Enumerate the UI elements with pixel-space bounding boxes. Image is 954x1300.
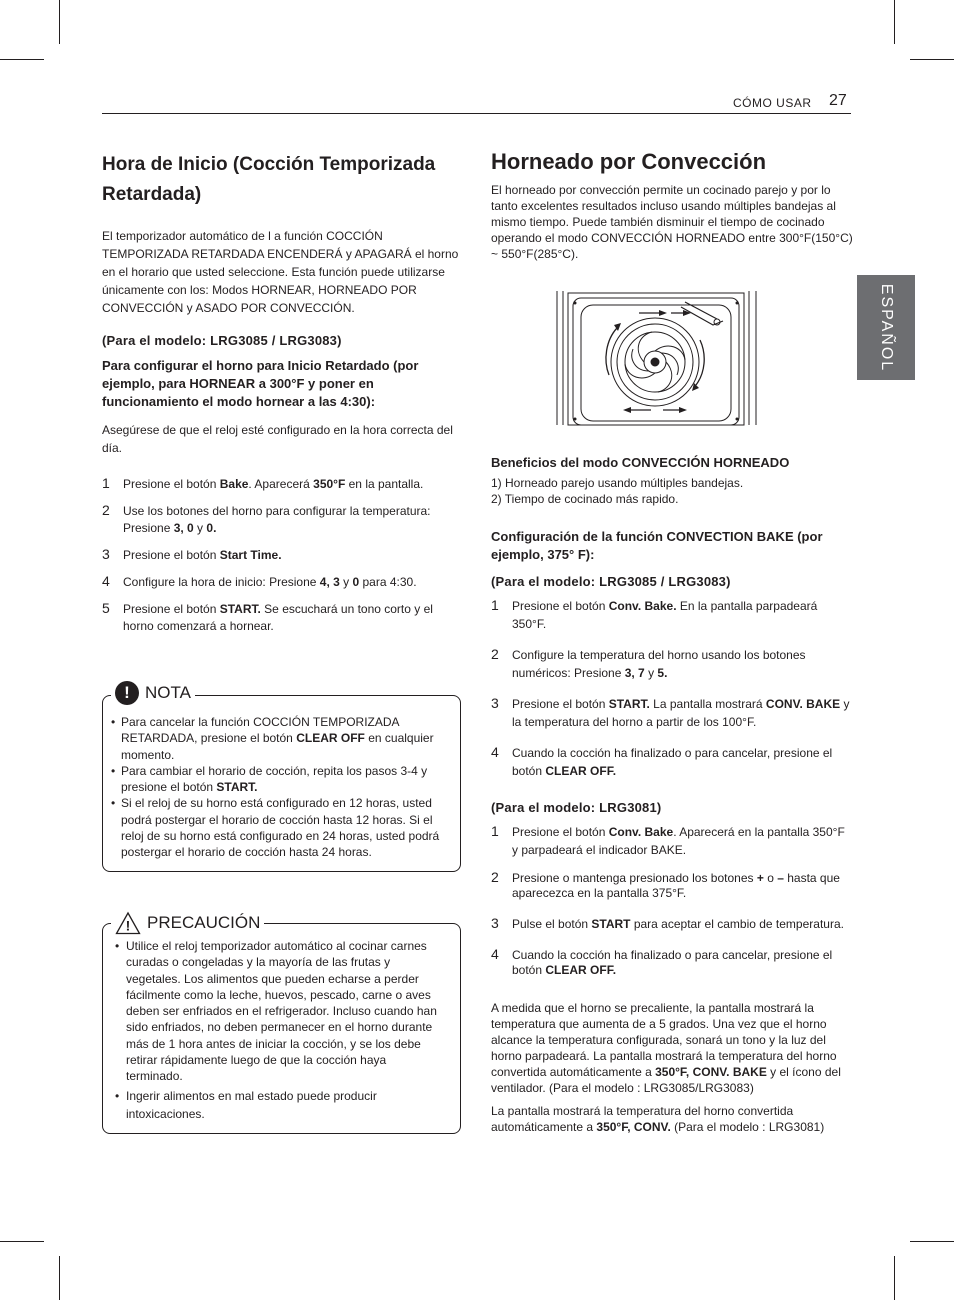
delayed-start-intro: El temporizador automático de l a función COCCIÓN TEMPORIZADA RETARDADA ENCENDERÁ y APAGARÁ el horno en el horario que usted seleccione. Esta función puede utilizarse únicamente con los: Modos HORNEAR, HORNEADO POR CONVECCIÓN y ASADO POR CONVECCIÓN.	[102, 229, 459, 315]
step-text: Presione o mantenga presionado los botones	[512, 871, 757, 885]
note-item: • Si el reloj de su horno está configurado en 12 horas, usted podrá postergar el horario de cocción hasta 12 horas. Si el reloj de su horno está configurado en 24 horas, usted podrá postergar el horario de cocción hasta 24 horas.	[111, 796, 440, 860]
step-text: para 4:30.	[359, 575, 417, 589]
step-text: y	[644, 666, 658, 680]
step-key: 3, 7	[624, 666, 645, 680]
setup-heading: Para configurar el horno para Inicio Retardado (por ejemplo, para HORNEAR a 300°F y poner en funcionamiento el modo hornear a las 4:30):	[102, 358, 419, 409]
step-key: 350°F	[313, 477, 346, 491]
caution-title-text: PRECAUCIÓN	[147, 913, 261, 932]
step-item	[102, 601, 462, 635]
step-key: START	[591, 917, 631, 931]
delayed-start-steps	[102, 476, 462, 635]
running-header-section: CÓMO USAR	[733, 96, 812, 110]
language-tab	[857, 275, 915, 380]
step-key: START.	[608, 697, 650, 711]
step-text: Configure la hora de inicio: Presione	[123, 575, 320, 589]
step-text: . Aparecerá	[248, 477, 314, 491]
model1-steps	[491, 597, 853, 780]
step-key: START.	[219, 602, 261, 616]
step-key: Bake	[219, 477, 249, 491]
step-item	[102, 503, 462, 537]
step-number: 3	[102, 546, 110, 562]
note-title-text: NOTA	[145, 683, 191, 702]
oven-illustration	[491, 285, 853, 430]
step-number: 1	[491, 823, 499, 839]
step-key: Conv. Bake	[608, 825, 674, 839]
benefit-item: 2) Tiempo de cocinado más rapido.	[491, 492, 679, 506]
conversion-paragraph	[491, 1103, 853, 1135]
crop-mark	[910, 1241, 954, 1242]
language-tab-label: ESPAÑOL	[878, 283, 895, 372]
benefits-heading: Beneficios del modo CONVECCIÓN HORNEADO	[491, 455, 790, 470]
step-number: 4	[102, 573, 110, 589]
caution-text: Utilice el reloj temporizador automático al cocinar carnes curadas o congeladas y la mayoría de las frutas y vegetales. Los alimentos que pueden echarse a perder fácilmente como la leche, huevos, pescado, carne o aves deben ser enfriados en el refrigerador. Incluso cuando han sido enfriados, no deben permanecer en el horno durante más de 1 hora antes de iniciar la cocción, y se los debe retirar rápidamente luego de que la cocción haya terminado.	[126, 939, 437, 1084]
step-number: 4	[491, 946, 499, 962]
step-item	[491, 695, 853, 731]
step-number: 1	[491, 597, 499, 613]
step-item	[491, 823, 853, 859]
step-text: Cuando la cocción ha finalizado o para cancelar, presione el botón	[512, 746, 833, 778]
caution-item: • Ingerir alimentos en mal estado puede producir intoxicaciones.	[115, 1088, 377, 1121]
note-text: en cualquier momento.	[121, 731, 434, 762]
caution-item: • Utilice el reloj temporizador automático al cocinar carnes curadas o congeladas y la mayoría de las frutas y vegetales. Los alimentos que pueden echarse a perder fácilmente como la leche, huevos, pescado, carne o aves deben ser enfriados en el refrigerador. Incluso cuando han sido enfriados, no deben permanecer en el horno durante más de 1 hora antes de iniciar la cocción, y se los debe retirar rápidamente luego de que la cocción haya terminado.	[115, 939, 437, 1084]
step-text: La pantalla mostrará	[649, 697, 766, 711]
crop-mark	[894, 0, 895, 44]
step-number: 2	[491, 869, 499, 885]
step-text: en la pantalla.	[345, 477, 424, 491]
step-text: Presione el botón	[123, 548, 220, 562]
convection-fan-diagram-icon	[491, 285, 853, 430]
step-item	[491, 597, 853, 633]
crop-mark	[0, 59, 44, 60]
step-text: o	[763, 871, 778, 885]
step-text: Cuando la cocción ha finalizado o para cancelar, presione el botón	[512, 948, 833, 977]
config-heading: Configuración de la función CONVECTION BAKE (por ejemplo, 375° F):	[491, 529, 823, 562]
step-number: 5	[102, 600, 110, 616]
note-key: CLEAR OFF	[296, 731, 365, 746]
step-key: Conv. Bake.	[608, 599, 677, 613]
step-text: Se escuchará un tono corto y el horno comenzará a hornear.	[123, 602, 433, 633]
preheat-paragraph	[491, 1000, 853, 1096]
right-column	[491, 150, 853, 1135]
step-text: y	[193, 521, 207, 535]
step-key: 0.	[206, 521, 217, 535]
step-item	[102, 476, 462, 493]
exclamation-circle-icon: !	[115, 681, 139, 705]
left-column	[102, 150, 462, 635]
note-box-title	[111, 681, 195, 705]
model-label: (Para el modelo: LRG3085 / LRG3083)	[491, 574, 731, 589]
step-number: 3	[491, 695, 499, 711]
note-key: START.	[216, 780, 258, 795]
crop-mark	[910, 59, 954, 60]
header-rule	[102, 113, 851, 114]
step-text: Use los botones del horno para configurar la temperatura: Presione	[123, 504, 431, 535]
crop-mark	[59, 1256, 60, 1300]
paragraph-text: A medida que el horno se precaliente, la pantalla mostrará la temperatura que aumenta de a 5 grados. Una vez que el horno alcance la temperatura configurada, sonará un tono y la luz del horno parpadeará. La pantalla mostrará la temperatura del horno convertida automáticamente a	[491, 1001, 837, 1079]
paragraph-text: La pantalla mostrará la temperatura del horno convertida automáticamente a	[491, 1104, 794, 1134]
convection-intro: El horneado por convección permite un cocinado parejo y por lo tanto excelentes resultados incluso usando múltiples bandejas al mismo tiempo. Puede también disminuir el tiempo de cocinado operando el modo CONVECCIÓN HORNEADO entre 300°F(150°C) ~ 550°F(285°C).	[491, 183, 853, 261]
step-key: 0	[352, 575, 360, 589]
note-box	[102, 683, 461, 872]
model2-steps	[491, 823, 853, 978]
step-text: Presione el botón	[123, 602, 220, 616]
step-text: Pulse el botón	[512, 917, 592, 931]
paragraph-text: y el ícono del ventilador. (Para el modelo : LRG3085/LRG3083)	[491, 1065, 841, 1095]
step-text: En la pantalla parpadeará 350°F.	[512, 599, 818, 631]
step-key: –	[777, 871, 784, 885]
caution-box-title	[111, 911, 264, 935]
convection-title: Horneado por Convección	[491, 149, 767, 174]
step-text: Configure la temperatura del horno usando los botones numéricos: Presione	[512, 648, 806, 680]
step-item	[491, 871, 853, 901]
note-item: • Para cancelar la función COCCIÓN TEMPORIZADA RETARDADA, presione el botón CLEAR OFF en cualquier momento.	[111, 715, 434, 762]
note-text: Para cambiar el horario de cocción, repita los pasos 3-4 y presione el botón	[121, 763, 428, 795]
step-number: 2	[491, 646, 499, 662]
step-number: 3	[491, 915, 499, 931]
step-text: Presione el botón	[512, 697, 609, 711]
caution-list	[115, 938, 445, 1123]
step-text: Presione el botón	[123, 477, 220, 491]
step-number: 1	[102, 475, 110, 491]
note-text: Si el reloj de su horno está configurado en 12 horas, usted podrá postergar el horario de cocción hasta 12 horas. Si el reloj de su horno está configurado en 24 horas, usted podrá postergar el horario de cocción hasta 24 horas.	[121, 796, 440, 860]
step-text: Presione el botón	[512, 825, 609, 839]
step-key: Start Time.	[219, 548, 282, 562]
warning-triangle-icon	[115, 911, 141, 935]
step-text: para aceptar el cambio de temperatura.	[630, 917, 844, 931]
step-item	[491, 646, 853, 682]
step-key: 3, 0	[173, 521, 194, 535]
note-text: Para cancelar la función COCCIÓN TEMPORIZADA RETARDADA, presione el botón	[121, 715, 399, 746]
step-item	[491, 917, 853, 932]
step-key: CLEAR OFF.	[545, 764, 617, 778]
crop-mark	[0, 1241, 44, 1242]
caution-box	[102, 913, 461, 1134]
delayed-start-title: Hora de Inicio (Cocción Temporizada Retardada)	[102, 154, 436, 205]
crop-mark	[894, 1256, 895, 1300]
caution-text: Ingerir alimentos en mal estado puede producir intoxicaciones.	[126, 1088, 377, 1121]
step-item	[102, 547, 462, 564]
paragraph-key: 350°F, CONV. BAKE	[655, 1065, 767, 1079]
step-key: CONV. BAKE	[765, 697, 841, 711]
clock-note: Asegúrese de que el reloj esté configurado en la hora correcta del día.	[102, 423, 453, 455]
step-text: y la temperatura del horno a partir de los 100°F.	[512, 697, 850, 729]
step-item	[102, 574, 462, 591]
benefit-item: 1) Horneado parejo usando múltiples bandejas.	[491, 476, 744, 490]
step-item	[491, 948, 853, 978]
step-item	[491, 744, 853, 780]
model-label: (Para el modelo: LRG3081)	[491, 800, 662, 815]
page-number: 27	[829, 92, 847, 109]
step-text: . Aparecerá en la pantalla 350°F y parpadeará el indicador BAKE.	[512, 825, 845, 857]
step-number: 4	[491, 744, 499, 760]
note-item: • Para cambiar el horario de cocción, repita los pasos 3-4 y presione el botón START.	[111, 763, 428, 795]
step-key: +	[756, 871, 764, 885]
svg-text:!: !	[125, 917, 131, 934]
crop-mark	[59, 0, 60, 44]
model-label: (Para el modelo: LRG3085 / LRG3083)	[102, 333, 342, 348]
step-text: hasta que aparecezca en la pantalla 375°F.	[512, 871, 840, 900]
step-text: Presione el botón	[512, 599, 609, 613]
step-key: 4, 3	[319, 575, 340, 589]
step-text: y	[339, 575, 353, 589]
step-number: 2	[102, 502, 110, 518]
paragraph-key: 350°F, CONV.	[596, 1120, 671, 1134]
note-list	[111, 714, 453, 861]
step-key: CLEAR OFF.	[545, 963, 617, 977]
paragraph-text: (Para el modelo : LRG3081)	[670, 1120, 825, 1134]
step-key: 5.	[657, 666, 668, 680]
